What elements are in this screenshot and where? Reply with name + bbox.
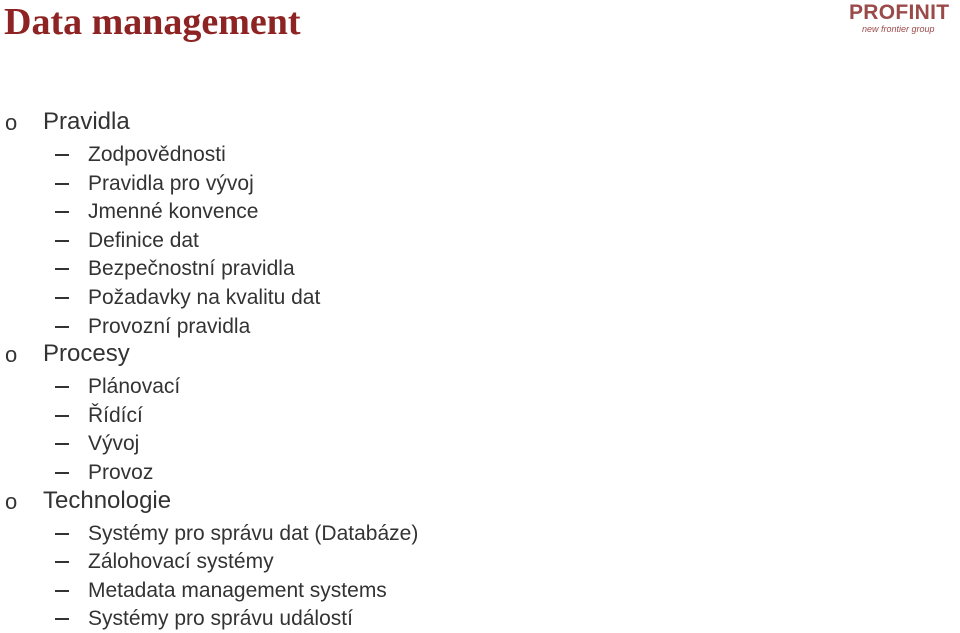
section-technologie xyxy=(0,486,960,632)
list-item-label: Zálohovací systémy xyxy=(88,550,274,574)
list-item-label: Systémy pro správu událostí xyxy=(88,607,353,631)
logo-name: PROFINIT xyxy=(849,1,950,24)
dash-bullet-icon xyxy=(55,211,69,213)
list-item xyxy=(0,311,960,340)
dash-bullet-icon xyxy=(55,472,69,474)
dash-bullet-icon xyxy=(55,618,69,620)
list-item xyxy=(0,400,960,429)
dash-bullet-icon xyxy=(55,590,69,592)
section-label: Technologie xyxy=(43,486,172,514)
bullet-list xyxy=(0,107,960,632)
list-item-label: Systémy pro správu dat (Databáze) xyxy=(88,521,419,545)
section-label: Pravidla xyxy=(43,108,130,135)
dash-bullet-icon xyxy=(55,268,69,270)
dash-bullet-icon xyxy=(55,297,69,299)
list-item-label: Bezpečnostní pravidla xyxy=(88,257,295,281)
dash-bullet-icon xyxy=(55,415,69,417)
list-item xyxy=(0,225,960,254)
dash-bullet-icon xyxy=(55,183,69,185)
dash-bullet-icon xyxy=(55,533,69,535)
list-item-label: Požadavky na kvalitu dat xyxy=(88,285,321,309)
list-item xyxy=(0,139,960,168)
list-item-label: Jmenné konvence xyxy=(88,200,259,224)
list-item xyxy=(0,282,960,311)
dash-bullet-icon xyxy=(55,240,69,242)
list-item-label: Plánovací xyxy=(88,375,181,399)
section-label: Procesy xyxy=(43,340,130,368)
section-heading xyxy=(0,107,960,139)
section-pravidla xyxy=(0,107,960,339)
circle-bullet-icon: o xyxy=(5,342,18,368)
logo-tagline: new frontier group xyxy=(862,24,935,34)
list-item-label: Vývoj xyxy=(88,432,140,456)
dash-bullet-icon xyxy=(55,154,69,156)
slide-title: Data management xyxy=(4,1,301,43)
section-procesy xyxy=(0,339,960,485)
list-item xyxy=(0,253,960,282)
list-item xyxy=(0,196,960,225)
dash-bullet-icon xyxy=(55,561,69,563)
dash-bullet-icon xyxy=(55,326,69,328)
list-item xyxy=(0,457,960,486)
dash-bullet-icon xyxy=(55,386,69,388)
list-item xyxy=(0,575,960,604)
section-heading xyxy=(0,486,960,518)
list-item xyxy=(0,428,960,457)
section-heading xyxy=(0,339,960,371)
list-item-label: Zodpovědnosti xyxy=(88,143,226,166)
list-item-label: Řídící xyxy=(88,403,143,427)
list-item-label: Pravidla pro vývoj xyxy=(88,171,254,195)
circle-bullet-icon: o xyxy=(5,110,18,135)
list-item xyxy=(0,603,960,632)
list-item-label: Provoz xyxy=(88,460,154,484)
list-item-label: Provozní pravidla xyxy=(88,314,251,338)
list-item xyxy=(0,546,960,575)
profinit-logo xyxy=(849,2,957,38)
list-item xyxy=(0,168,960,197)
list-item-label: Metadata management systems xyxy=(88,578,387,602)
list-item-label: Definice dat xyxy=(88,228,199,252)
list-item xyxy=(0,518,960,547)
circle-bullet-icon: o xyxy=(5,488,18,514)
dash-bullet-icon xyxy=(55,443,69,445)
list-item xyxy=(0,371,960,400)
